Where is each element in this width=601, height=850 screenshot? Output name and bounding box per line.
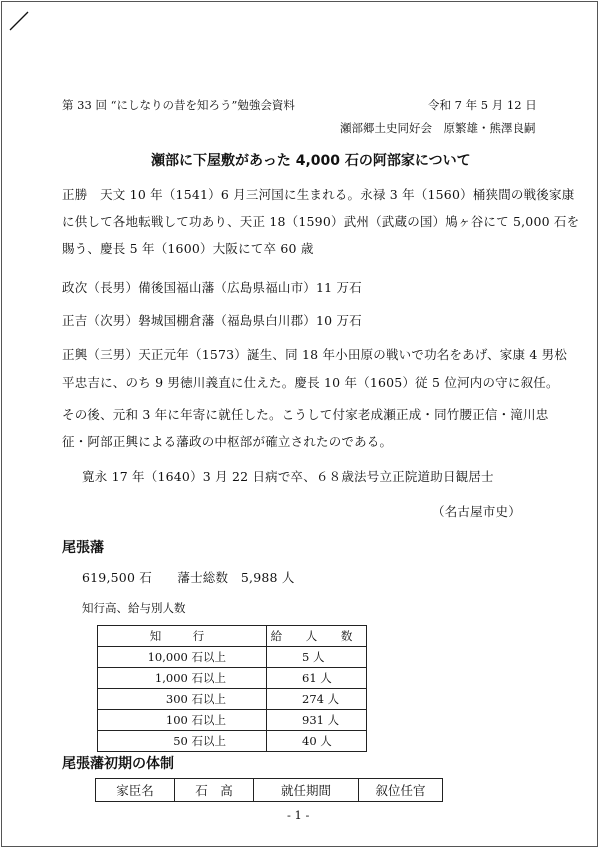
pen-stroke-mark [8, 10, 30, 32]
table-header: 叙位任官 [359, 779, 443, 802]
body-line: 寛永 17 年（1640）3 月 22 日病で卒、６８歳法号立正院道助日観居士 [82, 469, 494, 484]
table-header: 家臣名 [96, 779, 175, 802]
table-cell: 1,000 石以上 [98, 668, 267, 689]
body-line: に供して各地転戦して功あり、天正 18（1590）武州（武蔵の国）鳩ヶ谷にて 5,000 石を [62, 214, 580, 229]
table-header-row [96, 779, 443, 802]
body-line: 正勝 天文 10 年（1541）6 月三河国に生まれる。永禄 3 年（1560）桶狭間の戦後家康 [62, 187, 575, 202]
table-row [98, 647, 367, 668]
section-heading-owari: 尾張藩 [62, 540, 104, 556]
body-line: 征・阿部正興による藩政の中枢部が確立されたのである。 [62, 434, 393, 449]
table-cell: 40 人 [267, 731, 367, 752]
table-cell: 10,000 石以上 [98, 647, 267, 668]
table-cell: 5 人 [267, 647, 367, 668]
header-date: 令和 7 年 5 月 12 日 [428, 98, 537, 112]
table-header-row [98, 626, 367, 647]
table-row [98, 731, 367, 752]
document-title: 瀬部に下屋敷があった 4,000 石の阿部家について [151, 153, 471, 169]
table-cell: 50 石以上 [98, 731, 267, 752]
body-line: 政次（長男）備後国福山藩（広島県福山市）11 万石 [62, 280, 362, 295]
source-citation: （名古屋市史） [432, 504, 521, 519]
body-line: 賜う、慶長 5 年（1600）大阪にて卒 60 歳 [62, 241, 314, 256]
table-row [98, 710, 367, 731]
body-line: その後、元和 3 年に年寄に就任した。こうして付家老成瀬正成・同竹腰正信・滝川忠 [62, 407, 549, 422]
table-row [98, 689, 367, 710]
table-header: 石 高 [175, 779, 254, 802]
table-header: 知 行 [98, 626, 267, 647]
table-header: 給 人 数 [267, 626, 367, 647]
body-line: 正吉（次男）磐城国棚倉藩（福島県白川郡）10 万石 [62, 313, 362, 328]
page-number: - 1 - [287, 808, 310, 822]
table-cell: 61 人 [267, 668, 367, 689]
table-cell: 274 人 [267, 689, 367, 710]
table-row [98, 668, 367, 689]
body-line: 正興（三男）天正元年（1573）誕生、同 18 年小田原の戦いで功名をあげ、家康 4 男松 [62, 347, 568, 362]
section-heading-early-system: 尾張藩初期の体制 [62, 756, 174, 772]
owari-stats: 619,500 石 藩士総数 5,988 人 [82, 570, 295, 585]
body-line: 平忠吉に、のち 9 男徳川義直に仕えた。慶長 10 年（1605）従 5 位河内の守に叙任。 [62, 375, 559, 390]
table-cell: 300 石以上 [98, 689, 267, 710]
table-header: 就任期間 [254, 779, 359, 802]
table-caption: 知行高、給与別人数 [82, 601, 186, 615]
stipend-table [97, 625, 367, 752]
header-authors: 瀬部郷土史同好会 原繁雄・熊澤良嗣 [340, 121, 536, 135]
header-session: 第 33 回 “にしなりの昔を知ろう”勉強会資料 [62, 98, 295, 112]
table-cell: 100 石以上 [98, 710, 267, 731]
retainer-table [95, 778, 443, 802]
table-cell: 931 人 [267, 710, 367, 731]
